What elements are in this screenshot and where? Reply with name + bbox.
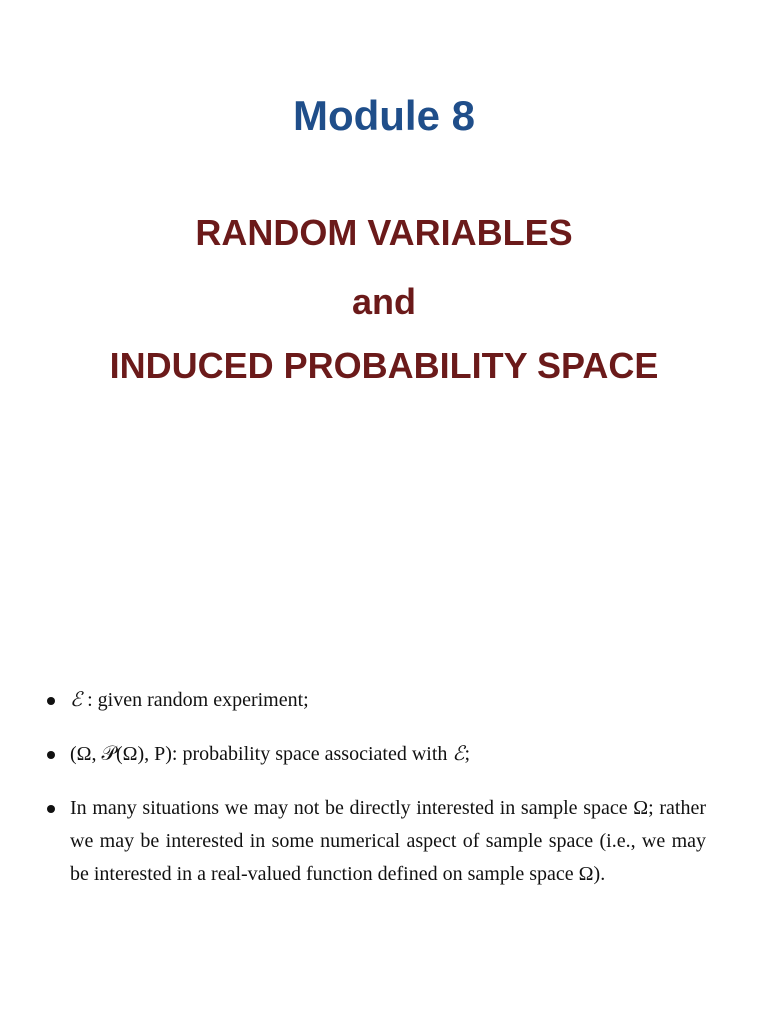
experiment-symbol: ℰ — [452, 743, 465, 765]
bullet-dot-icon — [47, 751, 55, 759]
subtitle-line-3: INDUCED PROBABILITY SPACE — [109, 345, 659, 386]
bullet-list — [44, 684, 706, 912]
bullet-end: ; — [464, 743, 471, 765]
bullet-item-experiment — [44, 684, 706, 717]
bullet-dot-icon — [47, 805, 55, 813]
module-title: Module 8 — [292, 92, 475, 139]
bullet-text: In many situations we may not be directly interested in sample space Ω; rather we may be interested in some numerical aspect of sample space (i.e., we may be interested in a real-valued function defined on sample space Ω). — [70, 797, 706, 885]
bullet-dot-icon — [47, 697, 55, 705]
bullet-item-probability-space — [44, 738, 706, 771]
probability-space-notation: (Ω, 𝒫(Ω), P): — [70, 743, 178, 765]
subtitle-line-2: and — [351, 281, 416, 322]
bullet-text: probability space associated with — [177, 743, 453, 765]
bullet-text: : given random experiment; — [82, 689, 309, 711]
subtitle-line-1: RANDOM VARIABLES — [195, 212, 573, 253]
bullet-item-numerical-aspect — [44, 792, 706, 891]
experiment-symbol: ℰ — [70, 689, 83, 711]
